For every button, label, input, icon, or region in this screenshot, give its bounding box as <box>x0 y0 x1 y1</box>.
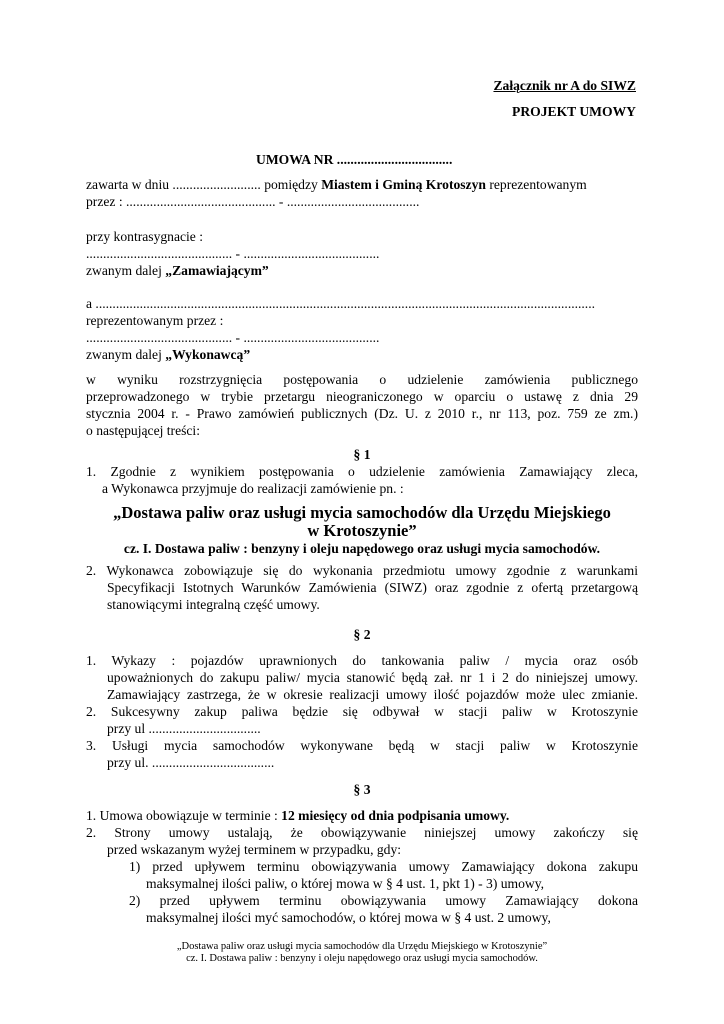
section-2-heading: § 2 <box>353 627 371 642</box>
countersign-line: ........................................... - ........................................ <box>86 246 380 261</box>
s3-sub1-line-1: 1) przed upływem terminu obowiązywania umowy Zamawiający dokona zakupu <box>129 859 638 874</box>
order-title-line-2: w Krotoszynie” <box>307 521 417 540</box>
intro-line-3: stycznia 2004 r. - Prawo zamówień publicznych (Dz. U. z 2010 r., nr 113, poz. 759 ze zm.) <box>86 406 638 421</box>
wykonawca-prefix: zwanym dalej <box>86 347 166 362</box>
s2-item3-line-1: 3. Usługi mycia samochodów wykonywane będą w stacji paliw w Krotoszynie <box>86 738 638 753</box>
countersign-label: przy kontrasygnacie : <box>86 229 204 244</box>
s1-item1-line-1: 1. Zgodnie z wynikiem postępowania o udzielenie zamówienia Zamawiający zleca, <box>86 464 638 479</box>
contractor-line: a ................................................................................................................................................... <box>86 296 596 311</box>
s3-item1-text: 1. Umowa obowiązuje w terminie : <box>86 808 282 823</box>
contractor-rep-line: ........................................... - ........................................ <box>86 330 380 345</box>
s2-item2-line-2: przy ul ................................. <box>107 721 261 736</box>
order-title-line-1: „Dostawa paliw oraz usługi mycia samochodów dla Urzędu Miejskiego <box>113 503 611 522</box>
s3-item1-line <box>86 808 509 824</box>
footer-line-2: cz. I. Dostawa paliw : benzyny i oleju napędowego oraz usługi mycia samochodów. <box>186 953 538 964</box>
s3-item2-line-1: 2. Strony umowy ustalają, że obowiązywanie niniejszej umowy zakończy się <box>86 825 638 840</box>
s2-item1-line-3: Zamawiający zastrzega, że w okresie realizacji umowy ilość pojazdów może ulec zmianie. <box>107 687 638 702</box>
intro-line-4: o następującej treści: <box>86 423 200 438</box>
footer-line-1: „Dostawa paliw oraz usługi mycia samochodów dla Urzędu Miejskiego w Krotoszynie” <box>176 941 548 952</box>
s3-sub1-line-2: maksymalnej ilości paliw, o której mowa w § 4 ust. 1, pkt 1) - 3) umowy, <box>146 876 545 891</box>
s2-item1-line-2: upoważnionych do zakupu paliw/ mycia stanowić będą zał. nr 1 i 2 do niniejszej umowy. <box>107 670 638 685</box>
project-label: PROJEKT UMOWY <box>512 104 636 119</box>
order-subtitle: cz. I. Dostawa paliw : benzyny i oleju napędowego oraz usługi mycia samochodów. <box>123 541 601 556</box>
zamawiajacy-name: „Zamawiającym” <box>165 263 269 278</box>
parties-line-1 <box>86 177 638 193</box>
attachment-label: Załącznik nr A do SIWZ <box>493 78 636 93</box>
parties-represented-text: reprezentowanym <box>485 177 587 192</box>
s1-item1-line-2: a Wykonawca przyjmuje do realizacji zamówienie pn. : <box>102 481 404 496</box>
s2-item2-line-1: 2. Sukcesywny zakup paliwa będzie się odbywał w stacji paliw w Krotoszynie <box>86 704 638 719</box>
s1-item2-line-1: 2. Wykonawca zobowiązuje się do wykonania przedmiotu umowy zgodnie z warunkami <box>86 563 638 578</box>
s3-item2-line-2: przed wskazanym wyżej terminem w przypadku, gdy: <box>107 842 402 857</box>
parties-line-2: przez : ............................................ - ....................................... <box>86 194 420 209</box>
s3-sub2-line-1: 2) przed upływem terminu obowiązywania umowy Zamawiający dokona <box>129 893 638 908</box>
parties-date-text: zawarta w dniu .......................... pomiędzy <box>86 177 322 192</box>
city-name: Miastem i Gminą Krotoszyn <box>321 177 486 192</box>
s1-item2-line-2: Specyfikacji Istotnych Warunków Zamówienia (SIWZ) oraz zgodnie z ofertą przetargową <box>107 580 638 595</box>
contract-number: UMOWA NR .................................. <box>256 152 453 167</box>
wykonawca-line <box>86 347 250 363</box>
s3-sub2-line-2: maksymalnej ilości myć samochodów, o której mowa w § 4 ust. 2 umowy, <box>146 910 551 925</box>
intro-line-1: w wyniku rozstrzygnięcia postępowania o udzielenie zamówienia publicznego <box>86 372 638 387</box>
section-3-heading: § 3 <box>353 782 371 797</box>
section-1-heading: § 1 <box>353 447 371 462</box>
contractor-rep-label: reprezentowanym przez : <box>86 313 224 328</box>
wykonawca-name: „Wykonawcą” <box>165 347 251 362</box>
s1-item2-line-3: stanowiącymi integralną część umowy. <box>107 597 320 612</box>
zamawiajacy-prefix: zwanym dalej <box>86 263 166 278</box>
intro-line-2: przeprowadzonego w trybie przetargu nieograniczonego w oparciu o ustawę z dnia 29 <box>86 389 638 404</box>
s2-item3-line-2: przy ul. .................................... <box>107 755 275 770</box>
s3-term: 12 miesięcy od dnia podpisania umowy. <box>281 808 510 823</box>
s2-item1-line-1: 1. Wykazy : pojazdów uprawnionych do tankowania paliw / mycia oraz osób <box>86 653 638 668</box>
zamawiajacy-line <box>86 263 269 279</box>
